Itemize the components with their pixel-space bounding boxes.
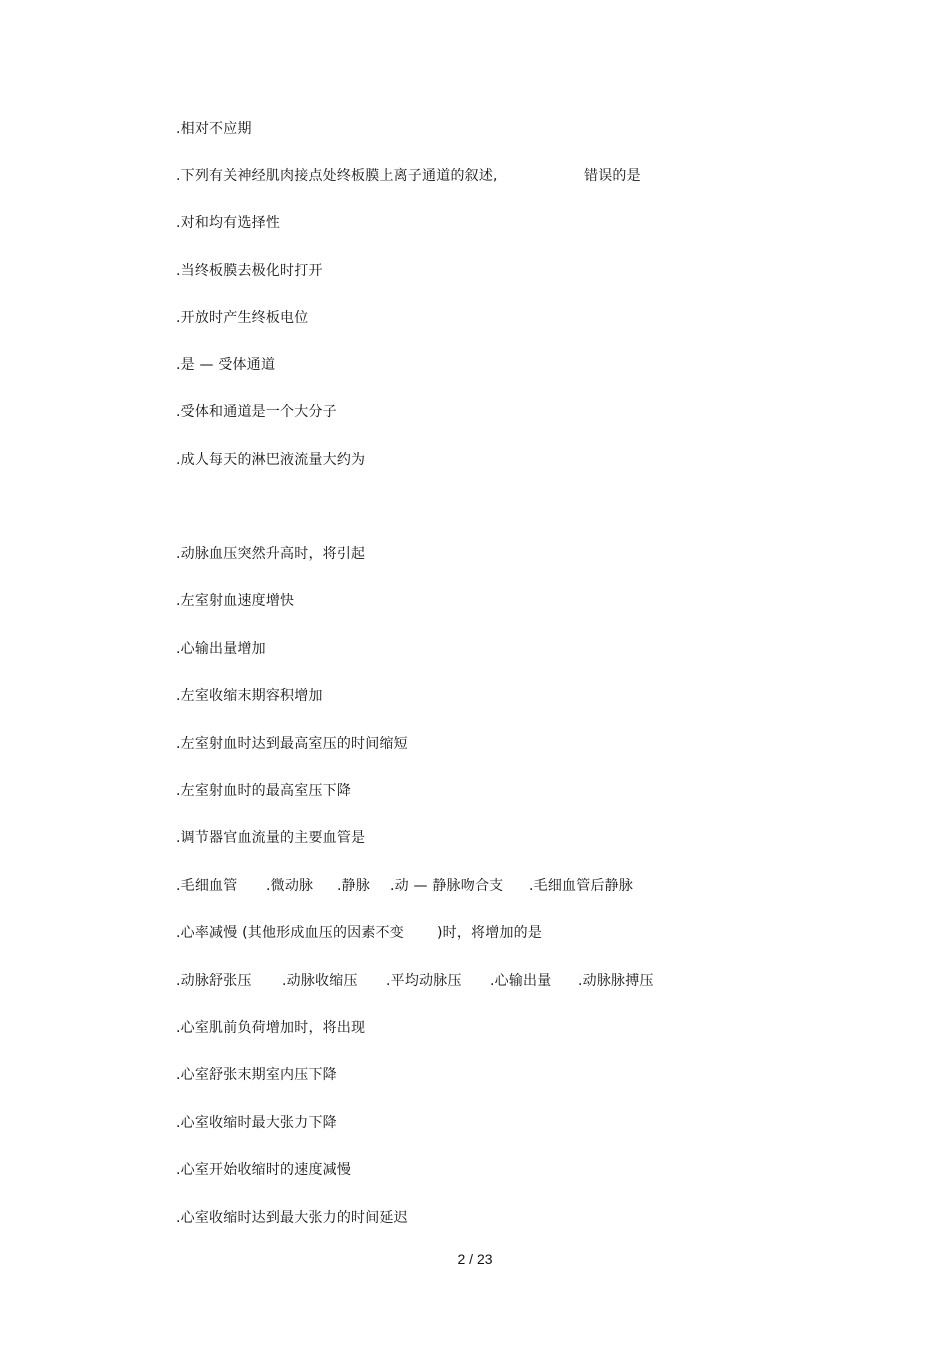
question-line (176, 923, 576, 943)
question-emphasis: 错误的是 (584, 168, 641, 184)
option-item: .毛细血管后静脉 (529, 878, 634, 894)
option-line: .心室收缩时最大张力下降 (176, 1115, 337, 1131)
options-row-vessels (176, 876, 656, 896)
option-line: .心室舒张末期室内压下降 (176, 1067, 337, 1083)
option-item: .毛细血管 (176, 878, 238, 894)
question-text: .心率减慢 (其他形成血压的因素不变 (176, 925, 404, 941)
option-line: .左室射血时达到最高室压的时间缩短 (176, 736, 408, 752)
question-text: .下列有关神经肌肉接点处终板膜上离子通道的叙述, (176, 168, 498, 184)
option-item: .微动脉 (266, 878, 314, 894)
option-item: .静脉 (337, 878, 371, 894)
option-item: .动脉舒张压 (176, 973, 252, 989)
option-line: .心室开始收缩时的速度减慢 (176, 1162, 352, 1178)
option-line: .是 — 受体通道 (176, 357, 276, 373)
option-line: .当终板膜去极化时打开 (176, 263, 323, 279)
question-line: .动脉血压突然升高时，将引起 (176, 546, 366, 562)
text-line: .相对不应期 (176, 121, 252, 137)
option-item: .动 — 静脉吻合支 (390, 878, 504, 894)
question-line: .调节器官血流量的主要血管是 (176, 830, 366, 846)
options-row-pressures (176, 971, 676, 991)
option-line: .受体和通道是一个大分子 (176, 404, 337, 420)
question-text-continued: )时，将增加的是 (437, 925, 543, 941)
option-line: .开放时产生终板电位 (176, 310, 309, 326)
option-line: .左室射血速度增快 (176, 593, 295, 609)
option-line: .心室收缩时达到最大张力的时间延迟 (176, 1210, 408, 1226)
option-line: .左室收缩末期容积增加 (176, 688, 323, 704)
option-line: .心输出量增加 (176, 641, 266, 657)
option-item: .动脉收缩压 (282, 973, 358, 989)
option-line: .对和均有选择性 (176, 215, 281, 231)
option-item: .心输出量 (490, 973, 552, 989)
option-line: .左室射血时的最高室压下降 (176, 783, 352, 799)
question-line: .心室肌前负荷增加时，将出现 (176, 1020, 366, 1036)
option-item: .平均动脉压 (386, 973, 462, 989)
page-number: 2 / 23 (457, 1251, 493, 1267)
option-item: .动脉脉搏压 (578, 973, 654, 989)
question-line (176, 166, 676, 186)
question-line: .成人每天的淋巴液流量大约为 (176, 452, 366, 468)
